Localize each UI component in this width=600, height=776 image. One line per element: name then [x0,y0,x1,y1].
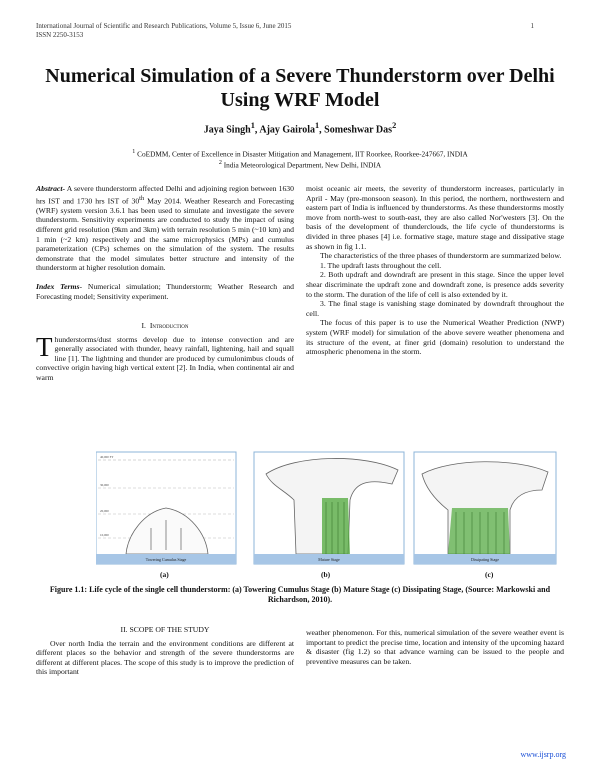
author-2: Ajay Gairola [259,124,315,136]
scope-text-right: weather phenomenon. For this, numerical simulation of the severe weather event is important to predict the precise time, location and intensity of the upcoming hazard & disaster (fig 1.2) so that advance warning can be issued to the people and preventive measures can be taken. [306,628,564,666]
panel-label-c: (c) [485,570,494,579]
scope-text: Over north India the terrain and the environment conditions are different at different places so the behavior and strength of the severe thunderstorms are different at different places. The scope of this study is to improve the prediction of this important [36,638,294,677]
rain-shaft-c [448,508,510,554]
rc-paragraph-3: The focus of this paper is to use the Numerical Weather Prediction (NWP) system (WRF model) for simulation of the above severe weather phenomena and its structure of the event, at finer grid (domain) resolution to understand the atmospheric phenomena in the storm. [306,318,564,357]
section-heading-intro [36,321,294,331]
alt-label-30k: 30,000 [100,483,109,487]
figure-caption: Figure 1.1: Life cycle of the single cell thunderstorm: (a) Towering Cumulus Stage (b) Mature Stage (c) Dissipating Stage, (Source: Markowski and Richardson, 2010). [49,585,551,604]
alt-label-20k: 20,000 [100,509,109,513]
stage-c-label: Dissipating Stage [470,557,500,562]
intro-heading: Introduction [149,321,189,331]
intro-paragraph [36,331,294,383]
left-column [36,184,294,383]
rc-item-3: 3. The final stage is vanishing stage dominated by downdraft throughout the cell. [306,299,564,318]
scope-right [306,628,564,666]
rc-paragraph-1: moist oceanic air meets, the severity of thunderstorm increases, particularly in April - May (pre-monsoon season). In this period, the northern, northwestern and eastern part of India is influenced by thunderstorms. As these thunderstorms mostly move from north-west to south-east, they are also called Nor'westers [3]. On the basis of the development of thunderclouds, the life cycle of thunderstorms is divided in three phases [4] i.e. formative stage, mature stage and dissipative stage as shown in fig 1.1. [306,184,564,251]
author-3-aff: 2 [392,121,397,130]
right-column [306,184,564,357]
alt-label-10k: 10,000 [100,533,109,537]
affil-2: India Meteorological Department, New Delhi, INDIA [221,160,382,170]
affil-2-num: 2 [218,159,222,166]
panel-b [254,452,404,564]
author-2-aff: 1 [315,121,320,130]
stage-a-label: Towering Cumulus Stage [145,557,187,562]
index-terms-text: - Numerical simulation; Thunderstorm; Weather Research and Forecasting model; Sensitivity experiment. [36,281,294,301]
index-terms [36,282,294,301]
author-1-aff: 1 [250,121,255,130]
rc-paragraph-2: The characteristics of the three phases of thunderstorm are summarized below. [320,251,562,261]
journal-url-link[interactable]: www.ijsrp.org [520,750,566,759]
section-heading-scope: II. SCOPE OF THE STUDY [120,625,210,634]
panel-c [414,452,556,564]
issn: ISSN 2250-3153 [36,31,84,39]
affil-1-num: 1 [132,149,136,155]
stage-b-label: Mature Stage [318,557,340,562]
drop-cap: T [36,331,53,362]
authors: Jaya Singh$^1$, Ajay Gairola$^1$, Someshwar Das$^2$ [203,121,397,136]
rc-item-1: 1. The updraft lasts throughout the cell. [320,260,442,270]
panel-label-b: (b) [321,570,331,579]
scope-section [36,625,294,677]
abstract [36,184,294,273]
alt-label-40k: 40,000 FT [100,455,114,459]
page-number: 1 [530,22,534,30]
intro-heading-num: I. [141,321,146,331]
affiliations [30,148,570,170]
author-3: Someshwar Das [324,124,393,136]
abstract-label: Abstract- [36,184,66,193]
journal-header [36,22,291,40]
panel-a [96,452,236,564]
thunderstorm-lifecycle-figure [96,450,576,566]
panel-label-a: (a) [160,570,169,579]
abstract-sup: th [139,194,145,202]
author-1: Jaya Singh [203,124,251,136]
paper-title: Numerical Simulation of a Severe Thunderstorm over Delhi Using WRF Model [45,65,555,111]
intro-text: hunderstorms/dust storms develop due to intense convection and are generally associated with thunder, heavy rainfall, lightening, hail and squall line [1]. The lightning and thunder are produced by cumulonimbus clouds of convective origin having high vertical extent [2]. In India, when continental air and warm [36,334,294,383]
abstract-text: A severe thunderstorm affected Delhi and adjoining region between 1630 hrs IST and 1730 hrs IST of 30 [36,184,294,206]
index-terms-label: Index Terms [36,281,80,291]
affil-1: CoEDMM, Center of Excellence in Disaster Mitigation and Management, IIT Roorkee, Roorkee-247667, INDIA [135,149,468,159]
abstract-text-2: May 2014. Weather Research and Forecasting (WRF) system version 3.6.1 has been used to simulate and investigate the severe thunderstorm. Sensitivity experiments are conducted to study the impact of using different grid resolution (9km and 3km) with terrain resolution 5 min (~10 km) and 1 min (~2 km) respectively and the same microphysics (MPs) and cumulus parameterization (CPs) schemes on the simulation of the system. The results demonstrate that the model simulates better structure and intensity of the thunderstorm at higher resolution domain. [36,196,294,273]
rc-item-2: 2. Both updraft and downdraft are present in this stage. Since the upper level shear discriminate the updraft zone and downdraft zone, is presence adds severity to the storm. The duration of the life of cell is also extended by it. [306,270,564,299]
journal-line: International Journal of Scientific and Research Publications, Volume 5, Issue 6, June 2015 [36,22,292,30]
